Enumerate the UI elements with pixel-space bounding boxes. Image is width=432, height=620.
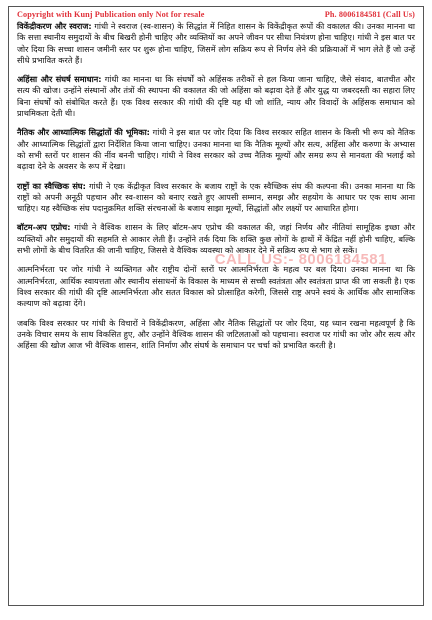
paragraph-text: आत्मनिर्भरता पर जोर गांधी ने व्यक्तिगत और राष्ट्रीय दोनों स्तरों पर आत्मनिर्भरता के महत्व पर बल दिया। उनका मानना था कि आत्मनिर्भरता, आर्थिक स्वायत्तता और स्थानीय संसाधनों के विकास के माध्यम से सच्ची स्वतंत्रता और स्वतंत्रता प्राप्त की जा सकती है। एक विश्व सरकार की गांधी की दृष्टि आत्मनिर्भरता और सतत विकास को प्रोत्साहित करेगी, जिससे राष्ट्र अपने स्वयं के आर्थिक और सामाजिक कल्याण को बढ़ावा देंगे।: [17, 264, 415, 309]
paragraph-text: गांधी ने स्वराज (स्व-शासन) के सिद्धांत में निहित शासन के विकेंद्रीकृत रूपों की वकालत की। उनका मानना था कि सत्ता स्थानीय समुदायों के बीच बिखरी होनी चाहिए और व्यक्तियों का अपने जीवन पर सीधा नियंत्रण होना चाहिए। गांधी ने इस बात पर जोर दिया कि सच्चा शासन जमीनी स्तर पर शुरू होना चाहिए, जिसमें लोग सक्रिय रूप से निर्णय लेने की प्रक्रियाओं में भाग लेते हैं जो उन्हें सीधे प्रभावित करते हैं।: [17, 21, 415, 65]
paragraph-heading: अहिंसा और संघर्ष समाधान:: [17, 74, 102, 85]
paragraph-heading: राष्ट्रों का स्वैच्छिक संघ:: [17, 180, 86, 191]
paragraph-nonviolence: [17, 74, 415, 119]
paragraph-voluntary-federation: [17, 181, 415, 215]
watermark: CALL US:- 8006184581: [214, 251, 387, 268]
paragraph-text: जबकि विश्व सरकार पर गांधी के विचारों ने विकेंद्रीकरण, अहिंसा और नैतिक सिद्धांतों पर जोर दिया, यह ध्यान रखना महत्वपूर्ण है कि उनके विचार समय के साथ विकसित हुए, और उन्होंने वैश्विक शासन की जटिलताओं को पहचाना। स्वराज पर गांधी का जोर और सत्य और अहिंसा की खोज आज भी वैश्विक शासन, शांति निर्माण और संघर्ष के समाधान पर चर्चा को प्रभावित करती है।: [17, 317, 416, 351]
paragraph-text: गांधी का मानना था कि संघर्षों को अहिंसक तरीकों से हल किया जाना चाहिए, जैसे संवाद, बातचीत और सत्य की खोज। उन्होंने संस्थानों और तंत्रों की स्थापना की वकालत की जो अहिंसा को बढ़ावा देते हैं और युद्ध या जबरदस्ती का सहारा लिए बिना संघर्षों को संबोधित करते हैं। एक विश्व सरकार की गांधी की दृष्टि यह थी जो शांति, न्याय और विवादों के अहिंसक समाधान को प्राथमिकता देती थी।: [17, 74, 415, 119]
paragraph-decentralization: [17, 21, 415, 66]
document-page: [8, 6, 424, 606]
copyright-notice: Copyright with Kunj Publication only Not for resale: [17, 10, 205, 19]
paragraph-bottom-up: [17, 222, 415, 256]
paragraph-conclusion: [17, 318, 415, 352]
paragraph-moral-principles: [17, 127, 415, 172]
paragraph-heading: बॉटम-अप एप्रोच:: [17, 222, 71, 233]
paragraph-heading: विकेंद्रीकरण और स्वराज:: [17, 21, 92, 31]
paragraph-self-reliance: [17, 264, 415, 309]
phone-contact: Ph. 8006184581 (Call Us): [324, 10, 415, 19]
copyright-header: [17, 10, 415, 19]
paragraph-heading: नैतिक और आध्यात्मिक सिद्धांतों की भूमिका:: [17, 127, 150, 138]
paragraph-text: गांधी ने एक केंद्रीकृत विश्व सरकार के बजाय राष्ट्रों के एक स्वैच्छिक संघ की कल्पना की। उनका मानना था कि राष्ट्रों को अपनी अनूठी पहचान और स्व-शासन को बनाए रखते हुए आपसी सम्मान, समझ और सहयोग के आधार पर एक साथ आना चाहिए। यह स्वैच्छिक संघ पदानुक्रमित शक्ति संरचनाओं के बजाय साझा मूल्यों, सिद्धांतों और लक्ष्यों पर आधारित होगा।: [17, 180, 415, 214]
paragraph-text: गांधी ने इस बात पर जोर दिया कि विश्व सरकार सहित शासन के किसी भी रूप को नैतिक और आध्यात्मिक सिद्धांतों द्वारा निर्देशित किया जाना चाहिए। उनका मानना था कि नैतिक मूल्यों और सत्य, अहिंसा और करुणा के अभ्यास को सभी स्तरों पर शासन की नींव बननी चाहिए। गांधी ने विश्व सरकार को उच्च नैतिक मूल्यों और समग्र रूप से मानवता की भलाई को बढ़ावा देने के अवसर के रूप में देखा।: [17, 127, 415, 172]
paragraph-text: गांधी ने वैश्विक शासन के लिए बॉटम-अप एप्रोच की वकालत की, जहां निर्णय और नीतियां सामूहिक इच्छा और व्यक्तियों और समुदायों की सहमति से आकार लेती हैं। उन्होंने तर्क दिया कि शक्ति कुछ लोगों के हाथों में केंद्रित नहीं होनी चाहिए, बल्कि सभी लोगों के बीच वितरित की जानी चाहिए, जिससे वे वैश्विक व्यवस्था को आकार देने में सक्रिय रूप से भाग ले सकें।: [17, 222, 415, 256]
